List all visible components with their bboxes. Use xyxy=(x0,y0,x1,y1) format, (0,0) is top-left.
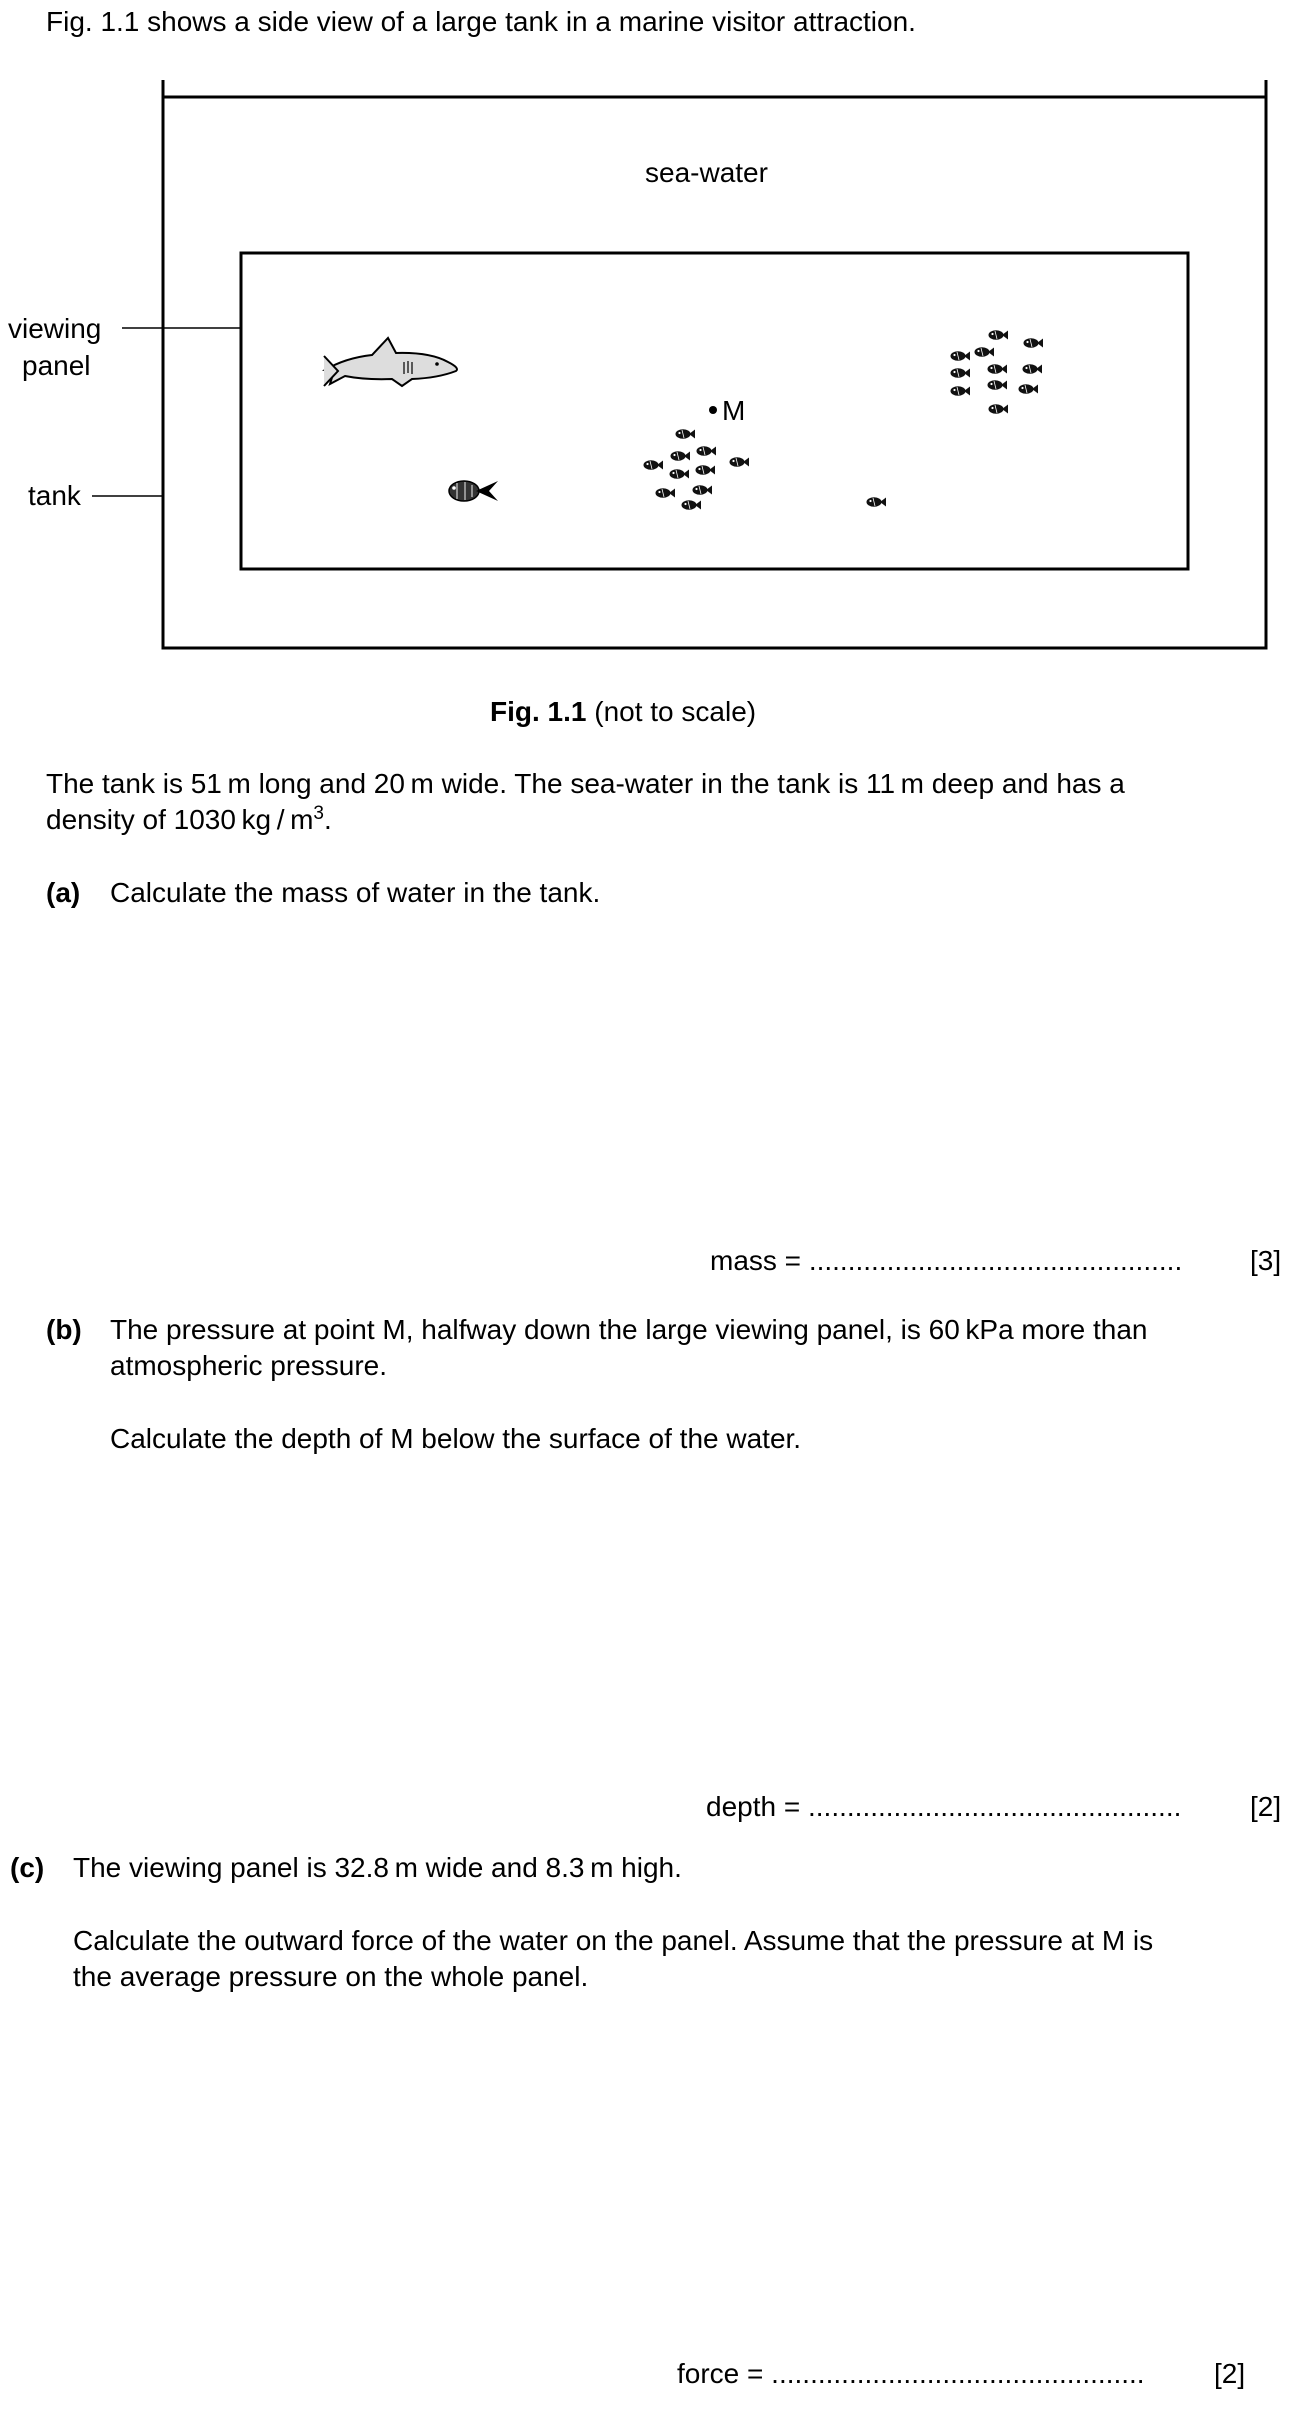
mass-answer-dots[interactable]: ................................................ xyxy=(808,1245,1183,1276)
figure-caption-note: (not to scale) xyxy=(586,696,757,727)
tank-data-line1: The tank is 51 m long and 20 m wide. The sea-water in the tank is 11 m deep and has a xyxy=(46,768,1125,799)
part-a-marks: [3] xyxy=(1250,1245,1282,1276)
mass-answer-line xyxy=(710,1243,1182,1278)
tank-label: tank xyxy=(28,480,81,511)
point-m-label: M xyxy=(722,395,746,426)
figure-caption xyxy=(490,694,756,729)
point-m-dot xyxy=(709,406,717,414)
part-a-label: (a) xyxy=(46,877,81,908)
part-b-instruction: Calculate the depth of M below the surface of the water. xyxy=(110,1423,802,1454)
shark-illustration xyxy=(324,338,457,386)
part-b-label: (b) xyxy=(46,1314,82,1345)
sea-water-label: sea-water xyxy=(645,157,768,188)
depth-answer-line xyxy=(706,1789,1181,1824)
part-c-instruction-line1: Calculate the outward force of the water on the panel. Assume that the pressure at M is xyxy=(73,1925,1154,1956)
intro-text: Fig. 1.1 shows a side view of a large tank in a marine visitor attraction. xyxy=(46,6,916,37)
viewing-panel-label-line1: viewing xyxy=(8,313,102,344)
tank-figure xyxy=(0,0,1304,700)
density-suffix: . xyxy=(324,804,332,835)
part-c-label: (c) xyxy=(10,1852,45,1883)
part-b-question-line2: atmospheric pressure. xyxy=(110,1350,388,1381)
viewing-panel-label-line2: panel xyxy=(22,350,91,381)
depth-answer-prefix: depth = xyxy=(706,1791,808,1822)
part-c-instruction-line2: the average pressure on the whole panel. xyxy=(73,1961,589,1992)
density-superscript: 3 xyxy=(313,803,324,824)
fish-school-centre xyxy=(644,429,750,510)
fish-single xyxy=(867,497,887,507)
depth-answer-dots[interactable]: ................................................ xyxy=(807,1791,1182,1822)
force-answer-line xyxy=(677,2356,1145,2391)
fish-school-right xyxy=(951,330,1044,414)
part-c-question: The viewing panel is 32.8 m wide and 8.3 m high. xyxy=(73,1852,682,1883)
force-answer-dots[interactable]: ................................................ xyxy=(771,2358,1145,2389)
part-a-question: Calculate the mass of water in the tank. xyxy=(110,877,601,908)
part-b-question-line1: The pressure at point M, halfway down the large viewing panel, is 60 kPa more than xyxy=(110,1314,1148,1345)
mass-answer-prefix: mass = xyxy=(710,1245,809,1276)
figure-caption-number: Fig. 1.1 xyxy=(490,696,587,727)
tank-data-line2 xyxy=(46,802,332,837)
density-text: density of 1030 kg / m xyxy=(46,804,314,835)
force-answer-prefix: force = xyxy=(677,2358,772,2389)
striped-fish-illustration xyxy=(449,481,498,501)
part-b-marks: [2] xyxy=(1250,1791,1282,1822)
part-c-marks: [2] xyxy=(1214,2358,1246,2389)
